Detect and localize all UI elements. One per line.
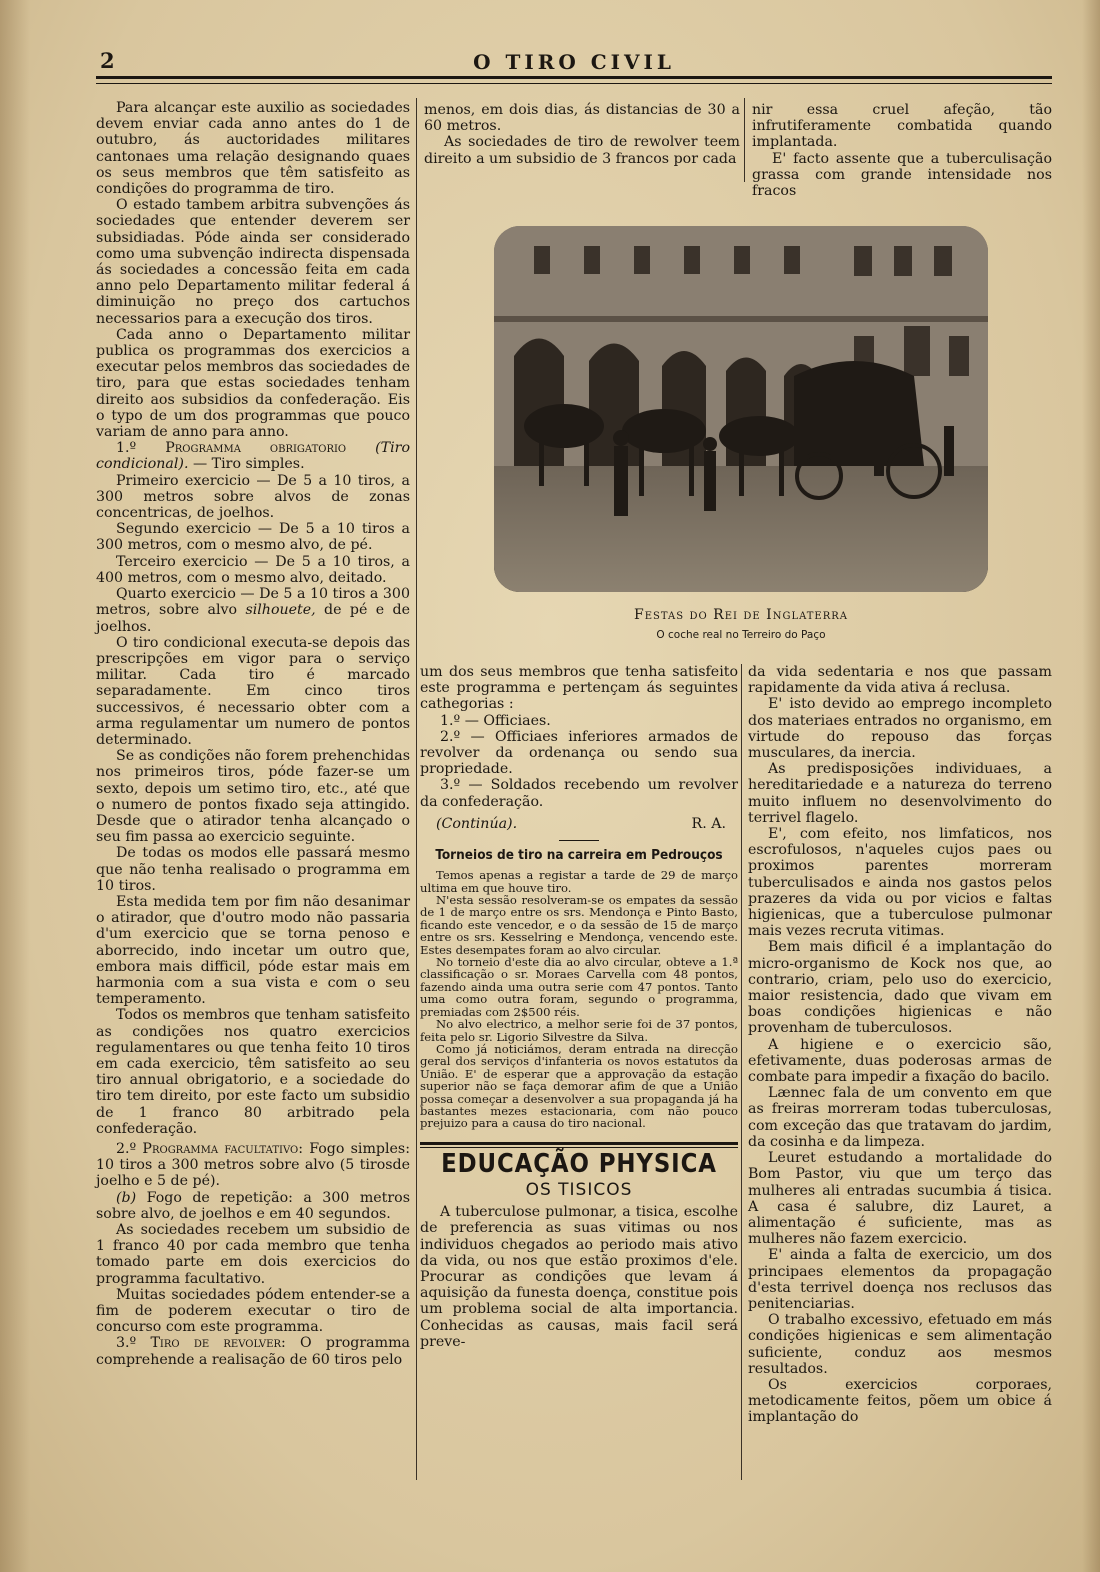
- paragraph: [96, 586, 410, 635]
- paragraph: nir essa cruel afeção, tão infrutiferamente combatida quando implantada.: [752, 102, 1052, 151]
- paragraph: No torneio d'este dia ao alvo circular, obteve a 1.ª classificação o sr. Moraes Carvella com 48 pontos, fazendo ainda uma outra serie com 47 pontos. Tanto uma como outra foram, segundo o programma, premiadas com 2$500 réis.: [420, 955, 738, 1019]
- italic-text: (b): [116, 1189, 137, 1206]
- paragraph: E' isto devido ao emprego incompleto dos materiaes entrados no organismo, em virtude do repouso das forças musculares, da inercia.: [748, 696, 1052, 762]
- paragraph: menos, em dois dias, ás distancias de 30 a 60 metros.: [424, 102, 740, 135]
- paragraph: E', com efeito, nos limfaticos, nos escrofulosos, n'aqueles cujos paes ou proximos parentes morreram tuberculisados e ainda nos gastos pelos prazeres da vida ou por vicios e faltas higienicas, que a tuberculose pulmonar mais vezes recruta vitimas.: [748, 826, 1052, 940]
- article-column-3-top: [752, 102, 1052, 199]
- italic-text: (Tiro condicional).: [96, 440, 410, 473]
- paragraph: N'esta sessão resolveram-se os empates da sessão de 1 de março entre os srs. Mendonça e Pinto Basto, ficando este vencedor, e o da sessão de 15 de março entre os srs. Kesselring e Mendonça, vencendo este. Estes desempates foram ao alvo circular.: [420, 893, 738, 957]
- column-rule: [741, 664, 742, 1480]
- page-number: 2: [100, 48, 115, 73]
- list-item: 1.º — Officiaes.: [440, 712, 551, 729]
- page-edge-wear-left: [0, 0, 30, 1572]
- paragraph: [96, 1141, 410, 1190]
- paragraph-text: Fogo de repetição: a 300 metros sobre alvo, de joelhos e em 40 segundos.: [96, 1189, 410, 1222]
- paragraph: O trabalho excessivo, efetuado em más condições higienicas e sem alimentação suficiente, conduz aos mesmos resultados.: [748, 1312, 1052, 1377]
- paragraph: Esta medida tem por fim não desanimar o atirador, que d'outro modo não passaria d'um exercicio que se torna penoso e aborrecido, indo incetar um outro que, embora mais difficil, póde estar mais em harmonia com a sua vista e com o seu temperamento.: [96, 893, 410, 1008]
- paragraph: Cada anno o Departamento militar publica os programmas dos exercicios a executar pelos membros das sociedades de tiro, para que estas sociedades tenham direito aos subsidios da confederação. Eis o typo de um dos programmas que pouco variam de anno para anno.: [96, 326, 410, 441]
- paragraph: As predisposições individuaes, a hereditariedade e a natureza do terreno muito influem no desenvolvimento do terrivel flagelo.: [748, 761, 1052, 826]
- paragraph: A higiene e o exercicio são, efetivamente, duas poderosas armas de combate para impedir a fixação do bacilo.: [748, 1036, 1052, 1086]
- author-signature: R. A.: [691, 815, 726, 832]
- paragraph: Bem mais dificil é a implantação do micro-organismo de Kock nos que, ao contrario, criam, pelo uso do exercicio, maior resistencia, dado que vivam em boas condições higienicas e não provenham de tuberculosos.: [748, 939, 1052, 1037]
- column-rule: [744, 98, 745, 182]
- paragraph: [96, 440, 410, 472]
- paragraph-text: de pé e de joelhos.: [96, 602, 410, 635]
- paragraph: Segundo exercicio — De 5 a 10 tiros a 300 metros, com o mesmo alvo, de pé.: [96, 521, 410, 554]
- paragraph: da vida sedentaria e nos que passam rapidamente da vida ativa á reclusa.: [748, 664, 1052, 697]
- page-edge-wear-right: [1082, 0, 1100, 1572]
- paragraph: Como já noticiámos, deram entrada na direcção geral dos serviços d'infanteria os novos estatutos da União. E' de esperar que a approvação da estação superior não se faça demorar afim de que a União possa começar a desenvolver a sua propaganda já ha bastantes mezes estacionaria, com não pouco prejuizo para a causa do tiro nacional.: [420, 1041, 738, 1131]
- program-heading: 1.º Programma obrigatorio: [116, 440, 347, 457]
- section-divider: [420, 1142, 738, 1148]
- royal-coach-photo: [494, 226, 988, 592]
- continua-note: (Continúa).: [436, 815, 518, 832]
- paragraph: De todas os modos elle passará mesmo que não tenha realisado o programma em 10 tiros.: [96, 845, 410, 894]
- torneios-heading: Torneios de tiro na carreira em Pedrouços: [435, 847, 723, 864]
- paragraph: O tiro condicional executa-se depois das prescripções em vigor para o serviço militar. Cada tiro é marcado separadamente. Em cinco tiros successivos, é necessario obter com a arma regulamentar um numero de pontos determinado.: [96, 634, 410, 748]
- paragraph: [96, 1190, 410, 1222]
- paragraph: [96, 1335, 410, 1367]
- program-heading: 2.º Programma facultativo: [116, 1141, 299, 1157]
- paragraph-text: Quarto exercicio — De 5 a 10 tiros a 300 metros, sobre alvo: [96, 586, 410, 619]
- paragraph: Se as condições não forem prehenchidas nos primeiros tiros, póde fazer-se um sexto, depois um setimo tiro, etc., até que o numero de pontos fixado seja attingido. Desde que o atirador tenha alcançado o seu fim passa ao exercicio seguinte.: [96, 748, 410, 846]
- paragraph: um dos seus membros que tenha satisfeito este programma e pertençam ás seguintes cathegorias :: [420, 664, 738, 713]
- program-heading: 3.º Tiro de revolver: [116, 1335, 281, 1352]
- paragraph: A tuberculose pulmonar, a tisica, escolhe de preferencia as suas vitimas ou nos individuos chegados ao periodo mais ativo da vida, ou nos que estão proximos d'ele. Procurar as condições que levam á aquisição da funesta doença, constitue pois um problema social de alta importancia. Conhecidas as causas, mais facil será preve-: [420, 1204, 738, 1350]
- divider: [559, 840, 599, 841]
- educacao-physica-heading: EDUCAÇÃO PHYSICA: [441, 1148, 717, 1179]
- article-column-2-top: [424, 102, 740, 167]
- paragraph: Temos apenas a registar a tarde de 29 de março ultima em que houve tiro.: [420, 868, 738, 895]
- paragraph: E' ainda a falta de exercicio, um dos principaes elementos da propagação d'esta terrivel doença nos reclusos das penitenciarias.: [748, 1247, 1052, 1312]
- paragraph: As sociedades de tiro de rewolver teem direito a um subsidio de 3 francos por cada: [424, 134, 740, 167]
- paragraph: Terceiro exercicio — De 5 a 10 tiros, a 400 metros, com o mesmo alvo, deitado.: [96, 553, 410, 586]
- paragraph: O estado tambem arbitra subvenções ás sociedades que entender deverem ser subsidiadas. Póde ainda ser considerado como uma subvenção indirecta dispensada ás sociedades a concessão feita em cada anno pelo Departamento militar federal á diminuição no preço dos cartuchos necessarios para a execução dos tiros.: [96, 197, 410, 327]
- paragraph-text: : O programma comprehende a realisação de 60 tiros pelo: [96, 1335, 410, 1368]
- paragraph: Primeiro exercicio — De 5 a 10 tiros, a 300 metros sobre alvos de zonas concentricas, de joelhos.: [96, 472, 410, 522]
- paragraph: As sociedades recebem um subsidio de 1 franco 40 por cada membro que tenha tomado parte em dois exercicios do programma facultativo.: [96, 1222, 410, 1287]
- article-signoff: [420, 816, 738, 832]
- italic-text: silhouete,: [245, 602, 316, 619]
- paragraph: No alvo electrico, a melhor serie foi de 37 pontos, feita pelo sr. Ligorio Silvestre da Silva.: [420, 1017, 738, 1044]
- paragraph: Os exercicios corporaes, metodicamente feitos, põem um obice á implantação do: [748, 1376, 1052, 1426]
- list-item: 2.º — Officiaes inferiores armados de revolver da ordenança ou sendo sua propriedade.: [420, 728, 738, 778]
- paragraph: Leuret estudando a mortalidade do Bom Pastor, viu que um terço das mulheres ali entradas sucumbia á tisica. A casa é salubre, diz Lauret, a alimentação é suficiente, mas as mulheres não fazem exercicio.: [748, 1150, 1052, 1248]
- os-tisicos-heading: OS TISICOS: [525, 1179, 633, 1200]
- paragraph: Para alcançar este auxilio as sociedades devem enviar cada anno antes do 1 de outubro, ás auctoridades militares cantonaes uma relação designando quaes os seus membros que têm satisfeito as condições do programma de tiro.: [96, 100, 410, 198]
- column-rule: [416, 98, 417, 1480]
- paragraph-text: : Fogo simples: 10 tiros a 300 metros sobre alvo (5 tirosde joelho e 5 de pé).: [96, 1141, 410, 1190]
- paragraph-text: — Tiro simples.: [192, 456, 305, 473]
- paragraph: Muitas sociedades pódem entender-se a fim de poderem executar o tiro de concurso com este programma.: [96, 1286, 410, 1336]
- paragraph: Todos os membros que tenham satisfeito as condições nos quatro exercicios regulamentares ou que tenha feito 10 tiros em cada exercicio, têm satisfeito ao seu tiro annual obrigatorio, e a sociedade do tiro tem direito, por este facto um subsidio de 1 franco 80 arbitrado pela confederação.: [96, 1007, 410, 1137]
- torneios-article: [420, 869, 738, 1130]
- journal-title: O TIRO CIVIL: [473, 50, 675, 74]
- list-item: 3.º — Soldados recebendo um revolver da confederação.: [420, 777, 738, 810]
- photo-caption-subtitle: O coche real no Terreiro do Paço: [656, 629, 826, 641]
- article-column-3-bottom: [748, 664, 1052, 1426]
- photo-illustration: [494, 226, 988, 592]
- photo-caption-title: Festas do Rei de Inglaterra: [633, 607, 849, 623]
- article-column-1: [96, 100, 410, 1480]
- article-column-2-bottom: [420, 664, 738, 1350]
- paragraph: Lænnec fala de um convento em que as freiras morreram todas tuberculosas, com exceção das que tratavam do jardim, da cosinha e da limpeza.: [748, 1085, 1052, 1150]
- paragraph: E' facto assente que a tuberculisação grassa com grande intensidade nos fracos: [752, 150, 1052, 200]
- header-rule: [96, 76, 1052, 84]
